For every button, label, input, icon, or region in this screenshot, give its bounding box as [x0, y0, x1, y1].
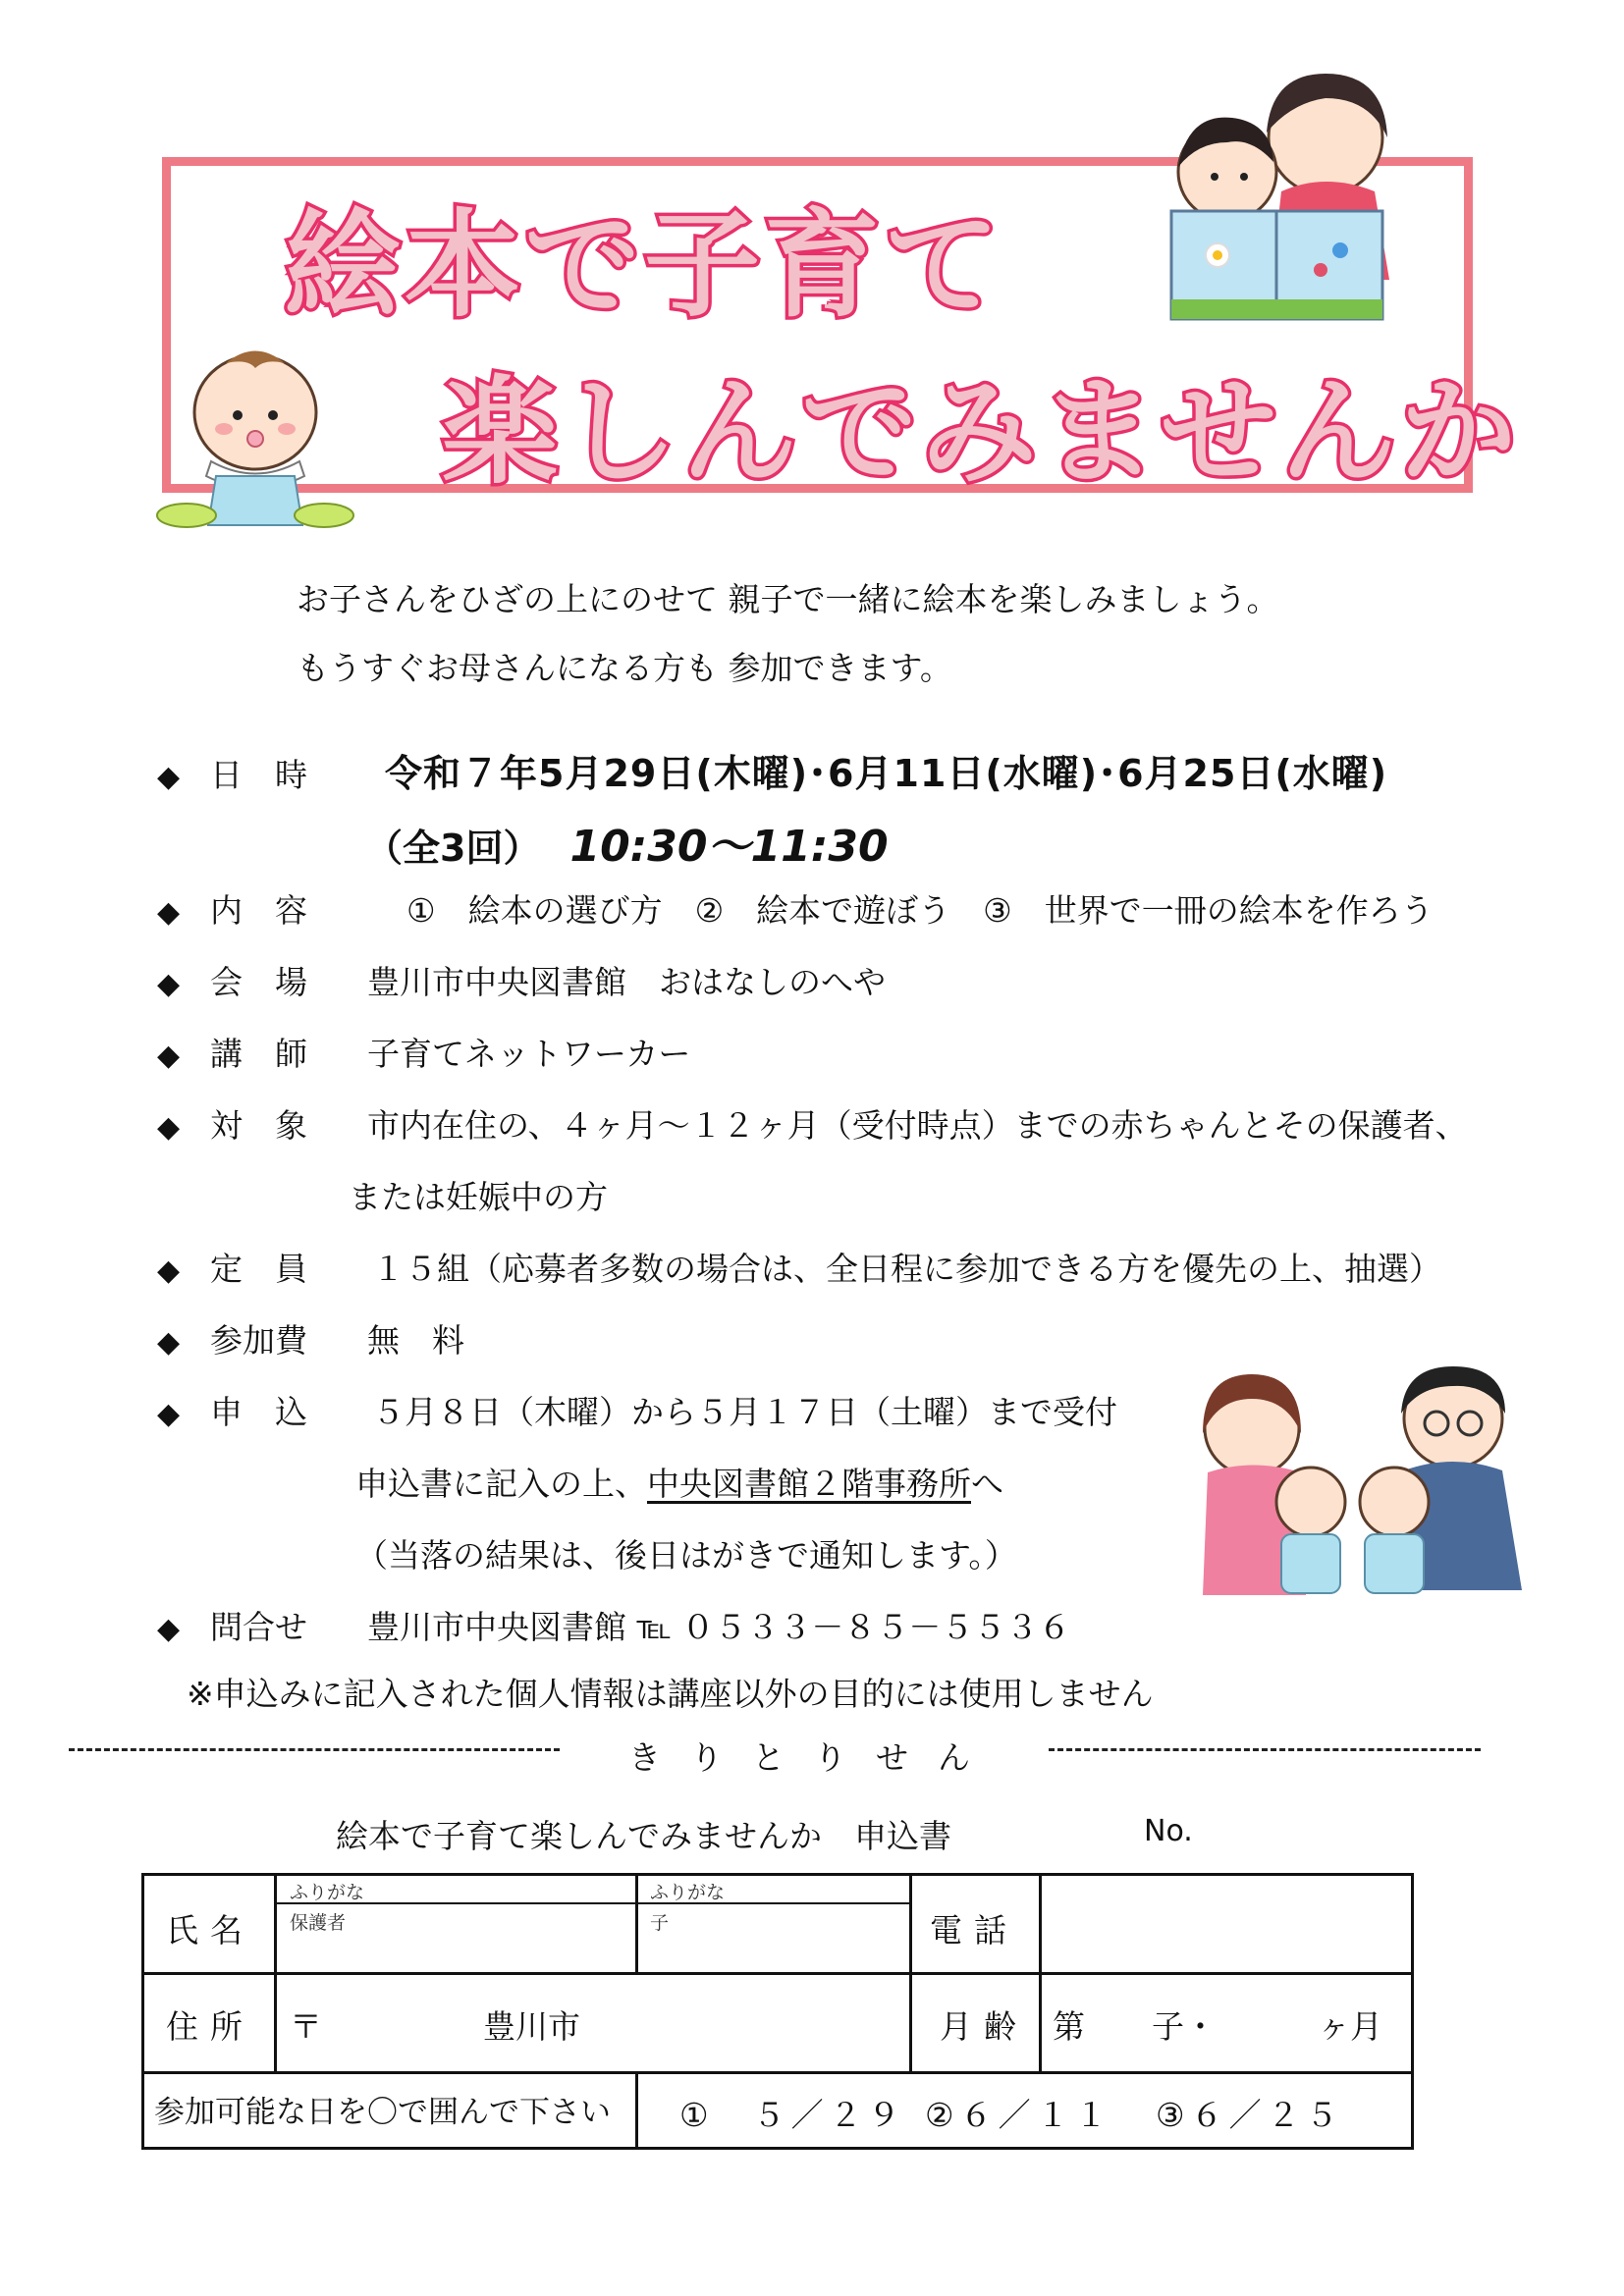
form-row-divider	[144, 2071, 1411, 2074]
bullet-diamond-icon: ◆	[157, 1325, 181, 1360]
bullet-diamond-icon: ◆	[157, 1254, 181, 1288]
form-row-divider	[144, 1972, 1411, 1975]
target-value-2: または妊娠中の方	[349, 1178, 608, 1216]
lecturer-value: 子育てネットワーカー	[367, 1035, 691, 1073]
detail-venue	[157, 957, 886, 1003]
target-value: 市内在住の、４ヶ月～１２ヶ月（受付時点）までの赤ちゃんとその保護者、	[367, 1106, 1468, 1145]
content-label: 内 容	[210, 891, 307, 930]
contact-value: 豊川市中央図書館 ℡ ０５３３－８５－５５３６	[367, 1608, 1071, 1646]
date-count: （全3回）	[365, 827, 541, 870]
available-dates-label: 参加可能な日を〇で囲んで下さい	[154, 2095, 611, 2130]
content-value: ① 絵本の選び方 ② 絵本で遊ぼう ③ 世界で一冊の絵本を作ろう	[406, 891, 1434, 930]
detail-capacity	[157, 1244, 1441, 1290]
date-label: 日 時	[210, 756, 307, 794]
contact-label: 問合せ	[210, 1608, 307, 1646]
bullet-diamond-icon: ◆	[157, 967, 181, 1001]
bullet-diamond-icon: ◆	[157, 760, 181, 794]
form-col-divider	[635, 1876, 638, 1972]
title-line-2: 楽しんでみませんか	[442, 364, 1521, 500]
child-hint: 子	[650, 1912, 670, 1934]
venue-value: 豊川市中央図書館 おはなしのへや	[367, 963, 886, 1001]
parent-reading-illustration	[1154, 44, 1409, 329]
postal-mark: 〒	[290, 2007, 322, 2046]
apply-value: ５月８日（木曜）から５月１７日（土曜）まで受付	[372, 1393, 1117, 1431]
form-col-divider	[635, 2071, 638, 2147]
fee-value: 無 料	[367, 1321, 464, 1360]
cutline-right	[1049, 1748, 1481, 1751]
bullet-diamond-icon: ◆	[157, 1110, 181, 1145]
detail-contact	[157, 1602, 1070, 1648]
intro-line-1: お子さんをひざの上にのせて 親子で一緒に絵本を楽しみましょう。	[297, 580, 1279, 618]
apply-office: 中央図書館２階事務所	[647, 1465, 971, 1503]
privacy-note: ※申込みに記入された個人情報は講座以外の目的には使用しません	[187, 1675, 1154, 1713]
furigana-guardian-hint: ふりがな	[290, 1882, 365, 1903]
date-time: 10:30～11:30	[569, 822, 889, 872]
fee-label: 参加費	[210, 1321, 307, 1360]
cutline-left	[69, 1748, 560, 1751]
detail-content	[157, 885, 1434, 932]
detail-date	[157, 743, 1387, 797]
date-option-1: ① ５／２９	[679, 2096, 906, 2134]
date-option-3: ③６／２５	[1156, 2096, 1344, 2134]
phone-label: 電話	[930, 1911, 1018, 1949]
capacity-value: １５組（応募者多数の場合は、全日程に参加できる方を優先の上、抽選）	[372, 1250, 1441, 1288]
age-dai: 第	[1053, 2007, 1085, 2046]
cutline-label: きりとりせん	[628, 1738, 1000, 1777]
application-form	[141, 1873, 1414, 2150]
bullet-diamond-icon: ◆	[157, 895, 181, 930]
family-illustration	[1193, 1355, 1532, 1610]
age-months: ヶ月	[1318, 2007, 1382, 2046]
bullet-diamond-icon: ◆	[157, 1612, 181, 1646]
apply-value-2	[355, 1459, 1003, 1505]
apply-label: 申 込	[210, 1393, 307, 1431]
capacity-label: 定 員	[210, 1250, 307, 1288]
date-count-time	[365, 811, 889, 874]
detail-target	[157, 1100, 1468, 1147]
form-col-divider	[274, 1876, 277, 2071]
guardian-hint: 保護者	[290, 1912, 347, 1934]
venue-label: 会 場	[210, 963, 307, 1001]
apply-suffix: へ	[971, 1465, 1003, 1503]
city-label: 豊川市	[483, 2007, 580, 2046]
age-child: 子・	[1152, 2007, 1217, 2046]
name-label: 氏名	[166, 1911, 254, 1949]
date-value: 令和７年5月29日(木曜)･6月11日(水曜)･6月25日(水曜)	[385, 752, 1388, 795]
baby-illustration	[157, 329, 353, 535]
bullet-diamond-icon: ◆	[157, 1039, 181, 1073]
bullet-diamond-icon: ◆	[157, 1397, 181, 1431]
date-option-2: ②６／１１	[925, 2096, 1113, 2134]
detail-lecturer	[157, 1029, 690, 1075]
detail-fee	[157, 1315, 464, 1362]
intro-line-2: もうすぐお母さんになる方も 参加できます。	[297, 649, 952, 687]
form-title: 絵本で子育て楽しんでみませんか 申込書	[336, 1817, 951, 1855]
furigana-child-hint: ふりがな	[650, 1882, 726, 1903]
apply-prefix: 申込書に記入の上、	[355, 1465, 647, 1503]
furigana-divider	[274, 1902, 909, 1904]
form-col-divider	[1039, 1876, 1042, 2071]
target-label: 対 象	[210, 1106, 307, 1145]
title-line-1: 絵本で子育て	[285, 197, 1004, 333]
age-label: 月齢	[940, 2007, 1028, 2046]
lecturer-label: 講 師	[210, 1035, 307, 1073]
address-label: 住所	[166, 2007, 254, 2046]
apply-value-3: （当落の結果は、後日はがきで通知します。）	[355, 1536, 1017, 1575]
detail-apply	[157, 1387, 1117, 1433]
form-col-divider	[909, 1876, 912, 2071]
form-number-label: No.	[1144, 1814, 1193, 1848]
